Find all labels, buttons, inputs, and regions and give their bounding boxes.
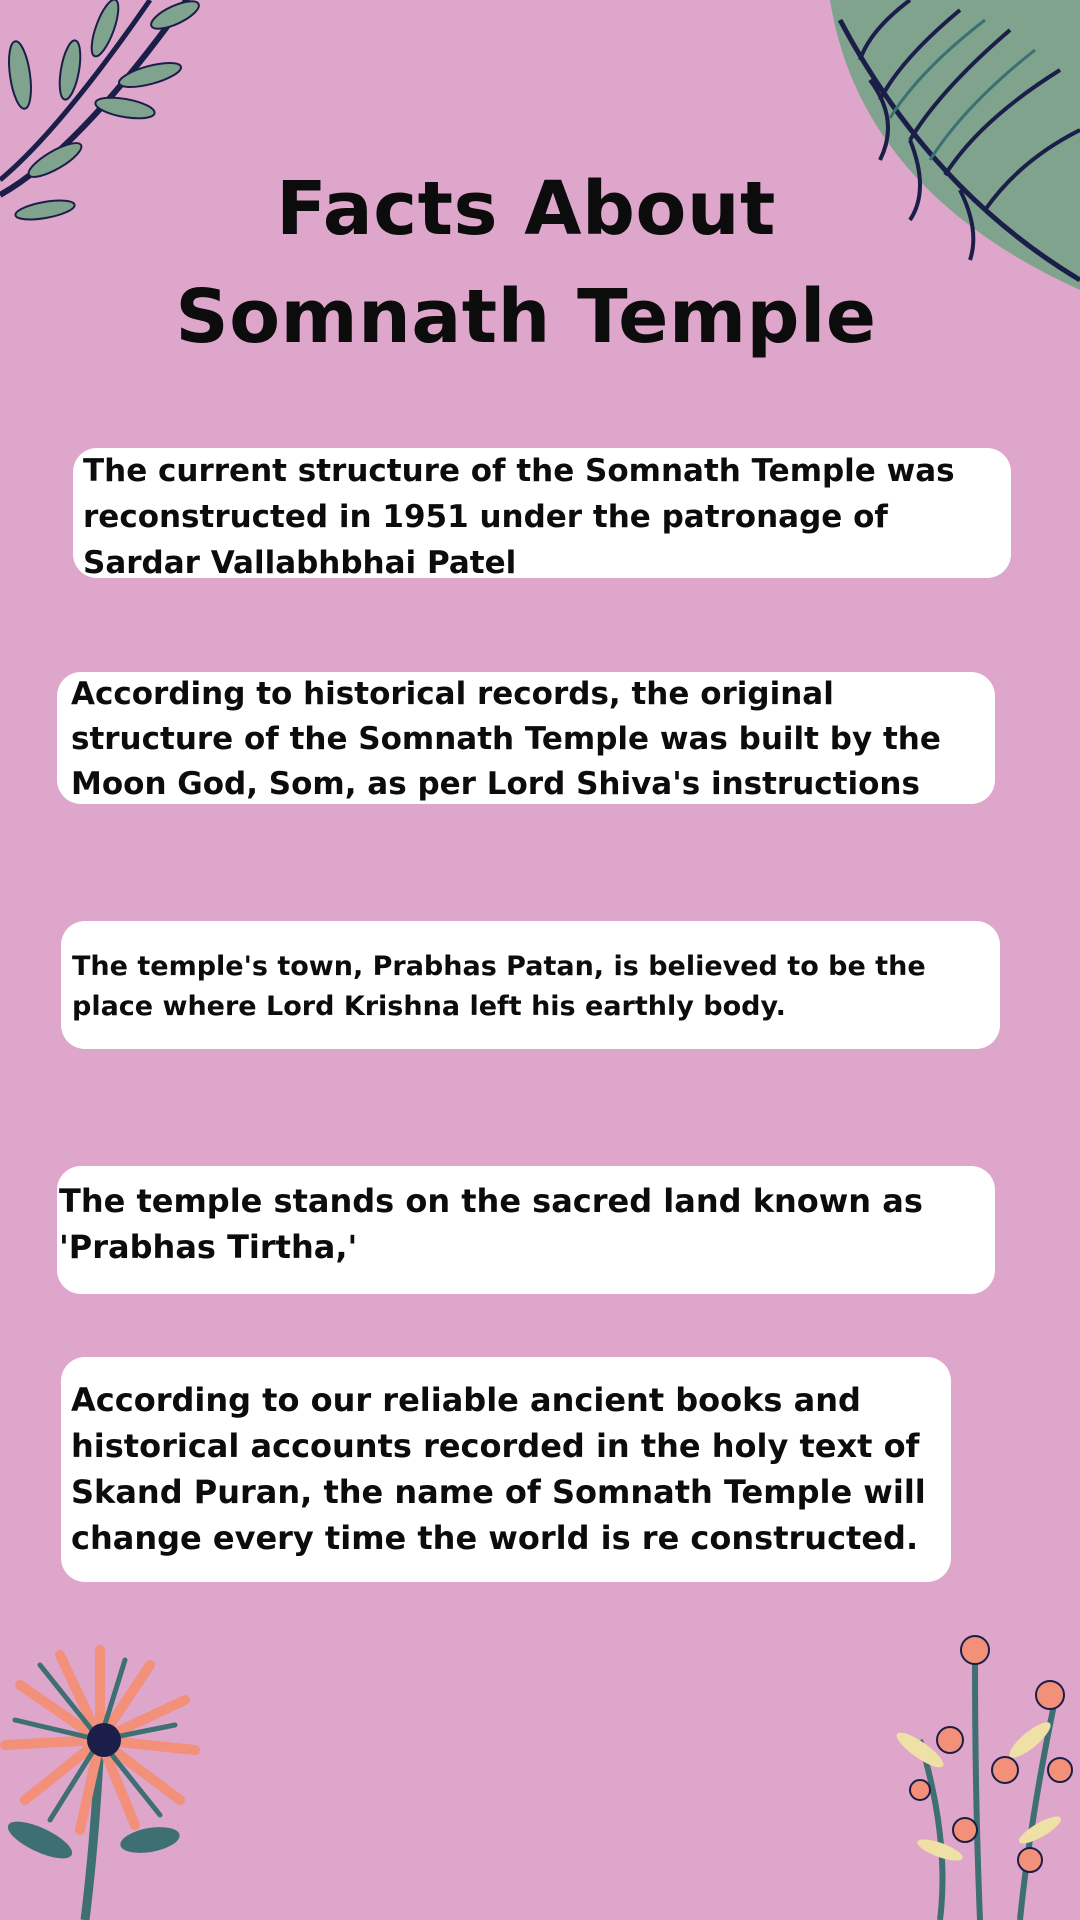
fact-card-5	[61, 1357, 951, 1582]
title-line-2: Somnath Temple	[175, 274, 877, 360]
fact-card-1	[73, 448, 1011, 581]
fact-text: The temple's town, Prabhas Patan, is believed to be the place where Lord Krishna left his earthly body.	[72, 951, 926, 1022]
page-title	[0, 155, 1052, 371]
fact-card-3	[61, 921, 1000, 1049]
fact-text: The temple stands on the sacred land known as 'Prabhas Tirtha,'	[59, 1182, 923, 1266]
title-line-1: Facts About	[276, 166, 776, 252]
fact-card-2	[57, 672, 995, 804]
fact-text: The current structure of the Somnath Temple was reconstructed in 1951 under the patronage of Sardar Vallabhbhai Patel	[83, 453, 955, 581]
fact-text: According to our reliable ancient books and historical accounts recorded in the holy text of Skand Puran, the name of Somnath Temple will change every time the world is re constructed.	[71, 1381, 926, 1557]
fact-card-4	[57, 1166, 995, 1294]
fact-text: According to historical records, the original structure of the Somnath Temple was built by the Moon God, Som, as per Lord Shiva's instructions	[71, 676, 941, 802]
flower-sprig-icon	[880, 1620, 1080, 1920]
daisy-flower-icon	[0, 1640, 200, 1920]
